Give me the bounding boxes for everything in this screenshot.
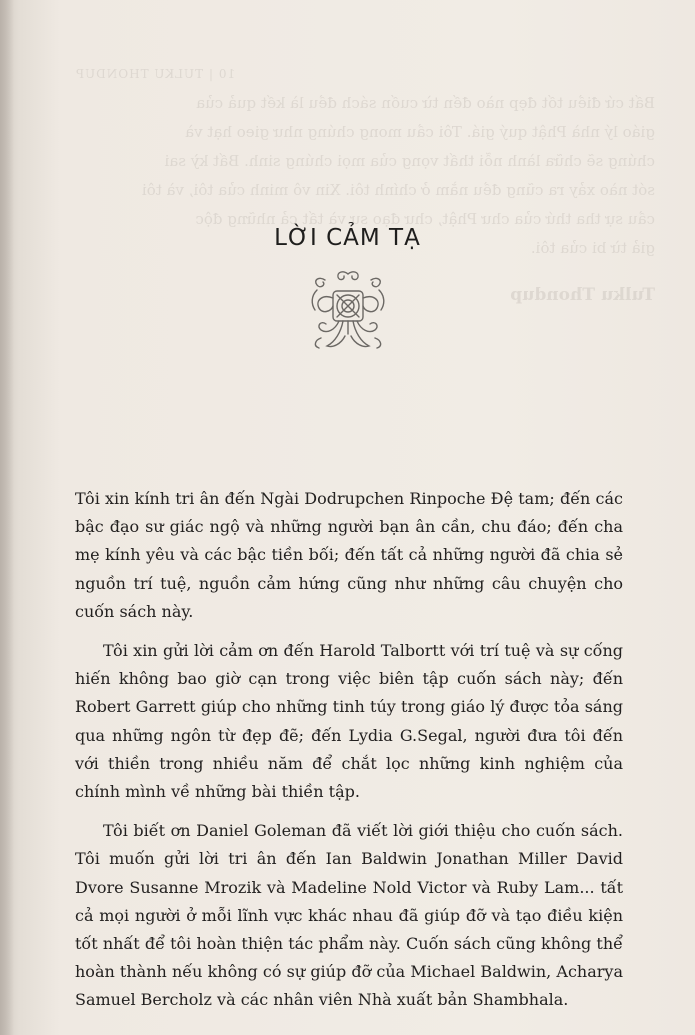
paragraph: Tôi xin kính tri ân đến Ngài Dodrupchen Rinpoche Đệ tam; đến các bậc đạo sư giác ngộ và những người bạn ân cần, chu đáo; đến cha mẹ kính yêu và các bậc tiền bối; đến tất cả những người đã chia sẻ nguồn trí tuệ, nguồn cảm hứng cũng như những câu chuyện cho cuốn sách này.	[75, 489, 623, 621]
binding-shadow	[0, 0, 14, 1035]
bleed-through-line: chúng sẽ chữa lành nỗi thất vọng của mọi chúng sinh. Bất kỳ sai	[164, 152, 655, 170]
acknowledgement-body	[75, 485, 623, 1026]
bleed-through-line: cầu sự tha thứ của chư Phật, chư đạo sư và tất cả những độc	[195, 210, 655, 228]
bleed-through-line: giáo lý nhà Phật quý giá. Tôi cầu mong chúng như gieo hạt và	[185, 123, 655, 141]
bleed-through-signature: Tulku Thondup	[510, 285, 655, 305]
bleed-through-header: 10 | TULKU THONDUP	[75, 67, 236, 81]
bleed-through-line: Bất cứ điều tốt đẹp nào đến từ cuốn sách đều là kết quả của	[196, 94, 655, 112]
bleed-through-line: giả từ bi của tôi.	[530, 239, 655, 257]
page-title: LỜI CẢM TẠ	[274, 225, 421, 251]
paragraph: Tôi xin gửi lời cảm ơn đến Harold Talbortt với trí tuệ và sự cống hiến không bao giờ cạn trong việc biên tập cuốn sách này; đến Robert Garrett giúp cho những tinh túy trong giáo lý được tỏa sáng qua những ngôn từ đẹp đẽ; đến Lydia G.Segal, người đưa tôi đến với thiền trong nhiều năm để chắt lọc những kinh nghiệm của chính mình về những bài thiền tập.	[75, 641, 623, 802]
endless-knot-ornament-icon	[305, 268, 391, 354]
bleed-through-line: sót nào xảy ra cũng đều nằm ở chính tôi. Xin vô minh của tôi, và tôi	[141, 181, 655, 199]
paragraph: Tôi biết ơn Daniel Goleman đã viết lời giới thiệu cho cuốn sách. Tôi muốn gửi lời tri ân đến Ian Baldwin Jonathan Miller David Dvore Susanne Mrozik và Madeline Nold Victor và Ruby Lam... tất cả mọi người ở mỗi lĩnh vực khác nhau đã giúp đỡ và tạo điều kiện tốt nhất để tôi hoàn thiện tác phẩm này. Cuốn sách cũng không thể hoàn thành nếu không có sự giúp đỡ của Michael Baldwin, Acharya Samuel Bercholz và các nhân viên Nhà xuất bản Shambhala.	[75, 821, 623, 1010]
